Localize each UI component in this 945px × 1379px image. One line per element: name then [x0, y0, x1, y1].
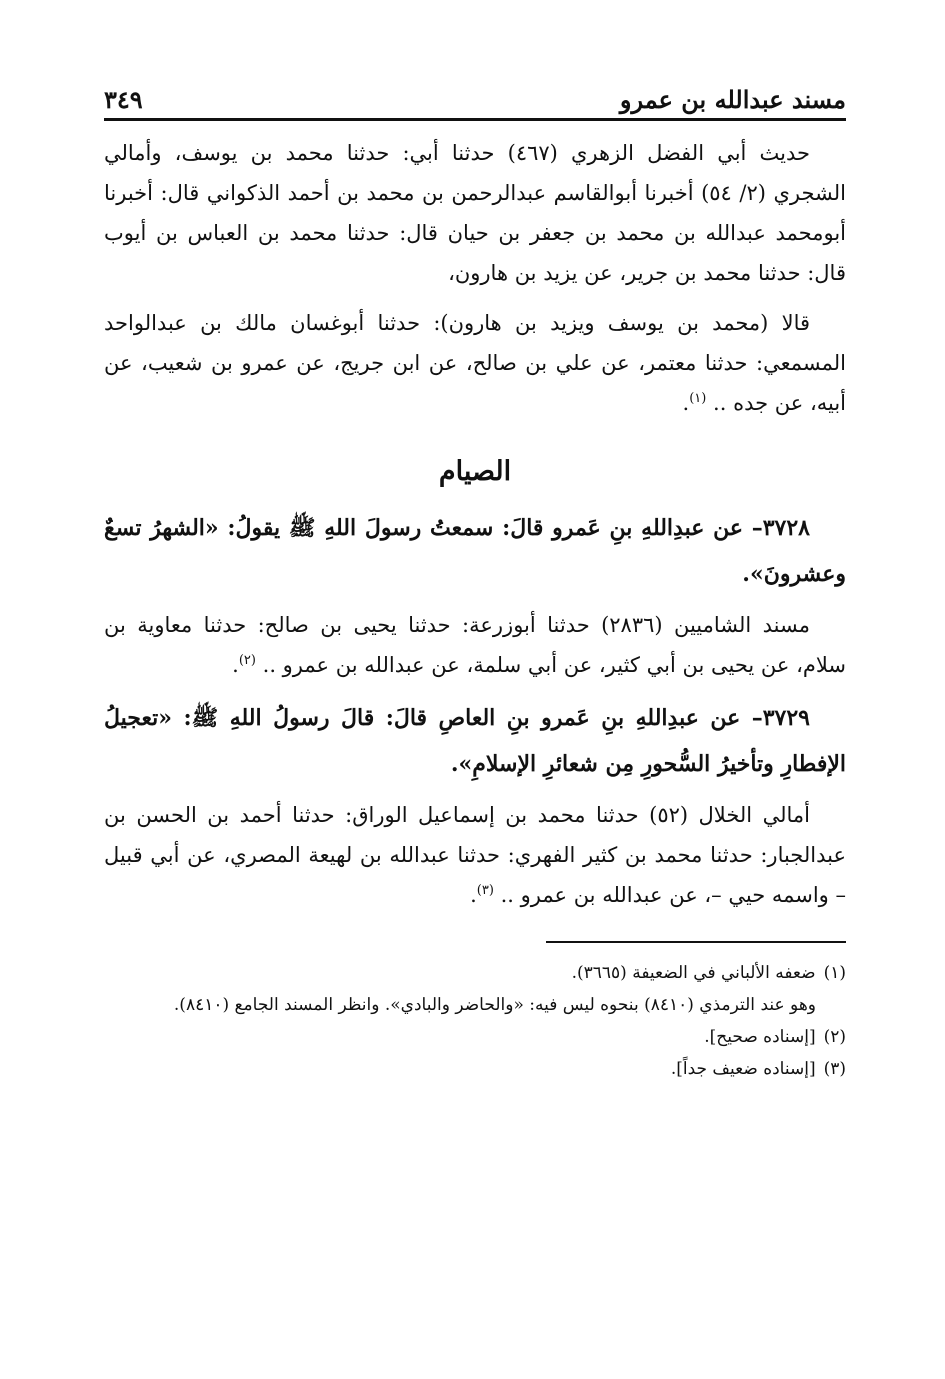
hadith-3728 — [104, 505, 846, 597]
footnote-number: (١) — [823, 963, 846, 983]
footnote-text: وهو عند الترمذي (٨٤١٠) بنحوه ليس فيه: «والحاضر والبادي». وانظر المسند الجامع (٨٤١٠). — [173, 995, 816, 1015]
footnote-number: (٣) — [823, 1059, 846, 1079]
hadith-number: ٣٧٢٩ — [762, 705, 810, 731]
paragraph-2-end: . — [682, 391, 690, 415]
footnote-text: [إسناده صحيح]. — [704, 1027, 816, 1047]
footnote-text: [إسناده ضعيف جداً]. — [670, 1059, 816, 1079]
page-number: ٣٤٩ — [104, 85, 143, 114]
page — [104, 84, 846, 1085]
hadith-3729-source — [104, 795, 846, 915]
footnote-2 — [104, 1021, 846, 1053]
paragraph-1: حديث أبي الفضل الزهري (٤٦٧) حدثنا أبي: حدثنا محمد بن يوسف، وأمالي الشجري (٢/ ٥٤) أخبرنا أبوالقاسم عبدالرحمن بن محمد بن أحمد الذكواني قال: أخبرنا أبومحمد عبدالله بن محمد بن جعفر بن حيان قال: حدثنا محمد بن العباس بن أيوب قال: حدثنا محمد بن جرير، عن يزيد بن هارون، — [104, 141, 846, 285]
hadith-3728-source — [104, 605, 846, 685]
page-header — [104, 84, 846, 121]
footnote-ref-3[interactable]: (٣) — [476, 883, 494, 898]
footnote-1-continuation — [104, 989, 846, 1021]
footnote-1 — [104, 957, 846, 989]
source-end: . — [470, 883, 477, 907]
running-title: مسند عبدالله بن عمرو — [619, 85, 846, 114]
source-end: . — [232, 653, 239, 677]
source-text: أمالي الخلال (٥٢) حدثنا محمد بن إسماعيل الوراق: حدثنا أحمد بن الحسن بن عبدالجبار: حدثنا محمد بن كثير الفهري: حدثنا عبدالله بن لهيعة المصري، عن أبي قبيل – واسمه حيي –، عن عبدالله بن عمرو .. — [104, 803, 846, 907]
footnote-ref-2[interactable]: (٢) — [238, 653, 256, 668]
paragraph-2-text: قالا (محمد بن يوسف ويزيد بن هارون): حدثنا أبوغسان مالك بن عبدالواحد المسمعي: حدثنا معتمر، عن علي بن صالح، عن ابن جريج، عن عمرو بن شعيب، عن أبيه، عن جده .. — [104, 311, 846, 415]
footnote-3 — [104, 1053, 846, 1085]
hadith-3729 — [104, 695, 846, 787]
footnote-number: (٢) — [823, 1027, 846, 1047]
hadith-text: – عن عبدِاللهِ بنِ عَمرو قالَ: سمعتُ رسولَ اللهِ ﷺ يقولُ: «الشهرُ تسعٌ وعشرونَ». — [104, 515, 846, 587]
footnote-text: ضعفه الألباني في الضعيفة (٣٦٦٥). — [571, 963, 816, 983]
footnote-divider — [546, 941, 846, 943]
source-text: مسند الشاميين (٢٨٣٦) حدثنا أبوزرعة: حدثنا يحيى بن صالح: حدثنا معاوية بن سلام، عن يحيى بن أبي كثير، عن أبي سلمة، عن عبدالله بن عمرو .. — [104, 613, 846, 677]
footnote-ref-1[interactable]: (١) — [689, 391, 707, 406]
footnotes — [104, 957, 846, 1085]
paragraph-2 — [104, 303, 846, 423]
hadith-number: ٣٧٢٨ — [762, 515, 810, 541]
section-title: الصيام — [438, 456, 512, 487]
hadith-text: – عن عبدِاللهِ بنِ عَمرو بنِ العاصِ قالَ: قالَ رسولُ اللهِ ﷺ: «تعجيلُ الإفطارِ وتأخيرُ السُّحورِ مِن شعائرِ الإسلامِ». — [104, 705, 846, 777]
